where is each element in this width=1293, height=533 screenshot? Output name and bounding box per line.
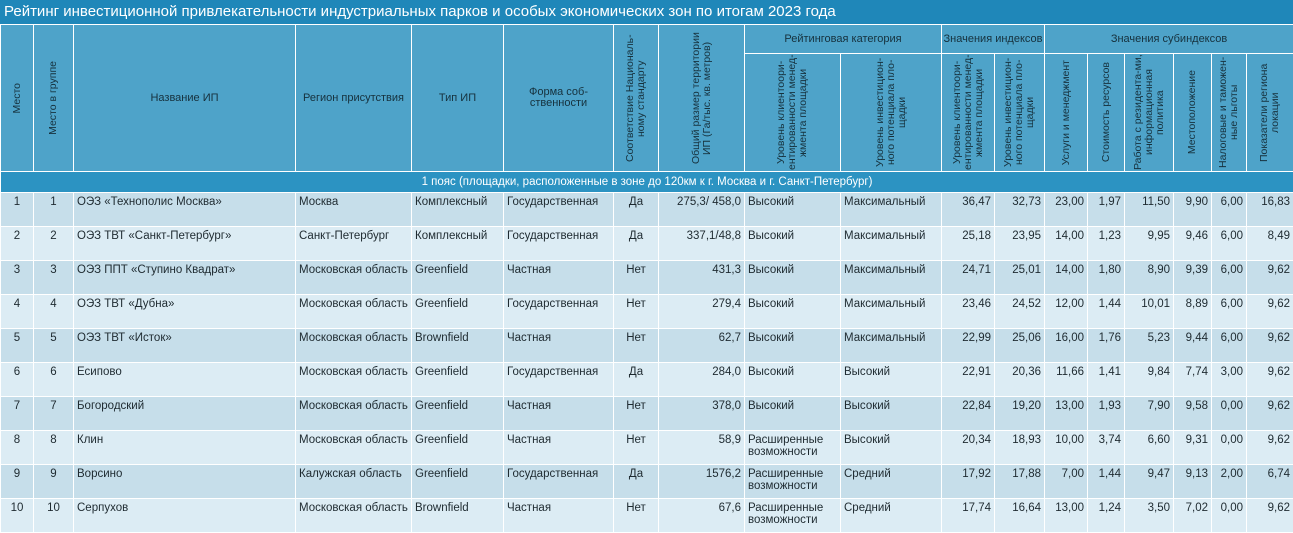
cell-sub-tax: 6,00: [1212, 295, 1247, 329]
header-type: Тип ИП: [412, 25, 504, 172]
cell-name: ОЭЗ ППТ «Ступино Квадрат»: [74, 261, 296, 295]
cell-area: 284,0: [659, 363, 745, 397]
cell-type: Greenfield: [412, 261, 504, 295]
cell-type: Brownfield: [412, 329, 504, 363]
cell-sub-services: 10,00: [1045, 431, 1088, 465]
cell-area: 431,3: [659, 261, 745, 295]
cell-rating-client: Высокий: [745, 397, 841, 431]
table-row: [1, 193, 1293, 227]
cell-area: 62,7: [659, 329, 745, 363]
cell-index-client: 22,91: [942, 363, 995, 397]
cell-rating-client: Высокий: [745, 329, 841, 363]
cell-region: Московская область: [296, 295, 412, 329]
cell-group-place: 8: [34, 431, 74, 465]
cell-type: Brownfield: [412, 499, 504, 533]
cell-name: Есипово: [74, 363, 296, 397]
table-row: [1, 227, 1293, 261]
cell-sub-residents: 11,50: [1125, 193, 1174, 227]
cell-region: Московская область: [296, 499, 412, 533]
cell-sub-tax: 0,00: [1212, 499, 1247, 533]
cell-sub-residents: 9,95: [1125, 227, 1174, 261]
table-row: [1, 295, 1293, 329]
cell-type: Greenfield: [412, 431, 504, 465]
cell-region: Санкт-Петербург: [296, 227, 412, 261]
cell-sub-location: 7,02: [1174, 499, 1212, 533]
cell-index-invest: 20,36: [995, 363, 1045, 397]
cell-sub-tax: 3,00: [1212, 363, 1247, 397]
cell-standard: Да: [614, 363, 659, 397]
cell-sub-residents: 9,47: [1125, 465, 1174, 499]
cell-index-client: 22,99: [942, 329, 995, 363]
cell-area: 67,6: [659, 499, 745, 533]
cell-ownership: Государственная: [504, 295, 614, 329]
cell-ownership: Частная: [504, 261, 614, 295]
cell-region: Московская область: [296, 329, 412, 363]
cell-index-client: 17,92: [942, 465, 995, 499]
cell-name: ОЭЗ ТВТ «Дубна»: [74, 295, 296, 329]
cell-sub-region: 9,62: [1247, 329, 1293, 363]
header-region: Регион присутствия: [296, 25, 412, 172]
table-row: [1, 329, 1293, 363]
cell-sub-region: 9,62: [1247, 261, 1293, 295]
cell-sub-residents: 5,23: [1125, 329, 1174, 363]
cell-group-place: 1: [34, 193, 74, 227]
rating-table: [0, 24, 1293, 533]
cell-ownership: Частная: [504, 397, 614, 431]
header-sub-location: Местоположение: [1174, 54, 1212, 172]
cell-ownership: Государственная: [504, 193, 614, 227]
cell-ownership: Государственная: [504, 227, 614, 261]
header-sub-residents: Работа с резидента-ми, информационная политика: [1125, 54, 1174, 172]
cell-ownership: Государственная: [504, 363, 614, 397]
cell-index-invest: 23,95: [995, 227, 1045, 261]
header-sub-cost: Стоимость ресурсов: [1088, 54, 1125, 172]
cell-place: 8: [1, 431, 34, 465]
cell-rating-client: Высокий: [745, 193, 841, 227]
cell-sub-location: 9,58: [1174, 397, 1212, 431]
cell-standard: Нет: [614, 431, 659, 465]
cell-rating-invest: Максимальный: [841, 227, 942, 261]
cell-sub-tax: 0,00: [1212, 431, 1247, 465]
cell-place: 2: [1, 227, 34, 261]
cell-index-client: 36,47: [942, 193, 995, 227]
cell-index-invest: 25,06: [995, 329, 1045, 363]
cell-group-place: 6: [34, 363, 74, 397]
header-ownership: Форма соб-ственности: [504, 25, 614, 172]
header-index-client: Уровень клиентоори-ентированности менед-жмента площадки: [942, 54, 995, 172]
cell-sub-region: 16,83: [1247, 193, 1293, 227]
cell-standard: Нет: [614, 329, 659, 363]
header-group-place: Место в группе: [34, 25, 74, 172]
cell-sub-location: 7,74: [1174, 363, 1212, 397]
cell-sub-cost: 1,23: [1088, 227, 1125, 261]
cell-sub-services: 16,00: [1045, 329, 1088, 363]
cell-rating-client: Расширенные возможности: [745, 499, 841, 533]
cell-name: Клин: [74, 431, 296, 465]
cell-sub-location: 9,90: [1174, 193, 1212, 227]
header-name: Название ИП: [74, 25, 296, 172]
cell-standard: Да: [614, 465, 659, 499]
header-place: Место: [1, 25, 34, 172]
cell-index-invest: 24,52: [995, 295, 1045, 329]
cell-rating-client: Расширенные возможности: [745, 465, 841, 499]
cell-sub-tax: 6,00: [1212, 329, 1247, 363]
cell-sub-region: 9,62: [1247, 431, 1293, 465]
cell-area: 279,4: [659, 295, 745, 329]
header-sub-services: Услуги и менеджмент: [1045, 54, 1088, 172]
belt-label: 1 пояс (площадки, расположенные в зоне до 120км к г. Москва и г. Санкт-Петербург): [1, 172, 1293, 193]
cell-area: 275,3/ 458,0: [659, 193, 745, 227]
cell-sub-tax: 6,00: [1212, 227, 1247, 261]
cell-region: Московская область: [296, 363, 412, 397]
header-rating-group: Рейтинговая категория: [745, 25, 942, 54]
cell-sub-services: 14,00: [1045, 227, 1088, 261]
cell-sub-location: 8,89: [1174, 295, 1212, 329]
cell-sub-tax: 6,00: [1212, 261, 1247, 295]
cell-region: Московская область: [296, 261, 412, 295]
cell-sub-location: 9,31: [1174, 431, 1212, 465]
cell-sub-cost: 3,74: [1088, 431, 1125, 465]
cell-name: Серпухов: [74, 499, 296, 533]
cell-rating-invest: Максимальный: [841, 193, 942, 227]
cell-index-invest: 19,20: [995, 397, 1045, 431]
cell-region: Московская область: [296, 431, 412, 465]
cell-group-place: 3: [34, 261, 74, 295]
header-standard: Соответствие Националь-ному стандарту: [614, 25, 659, 172]
cell-rating-invest: Высокий: [841, 363, 942, 397]
cell-sub-cost: 1,44: [1088, 465, 1125, 499]
cell-sub-services: 14,00: [1045, 261, 1088, 295]
cell-sub-cost: 1,76: [1088, 329, 1125, 363]
cell-type: Комплексный: [412, 227, 504, 261]
cell-index-client: 22,84: [942, 397, 995, 431]
cell-index-client: 23,46: [942, 295, 995, 329]
cell-rating-invest: Максимальный: [841, 329, 942, 363]
cell-type: Greenfield: [412, 397, 504, 431]
cell-place: 3: [1, 261, 34, 295]
cell-rating-invest: Максимальный: [841, 295, 942, 329]
cell-group-place: 9: [34, 465, 74, 499]
header-index-invest: Уровень инвестицион-ного потенциала пло-щадки: [995, 54, 1045, 172]
cell-sub-location: 9,39: [1174, 261, 1212, 295]
header-rating-client: Уровень клиентоори-ентированности менед-жмента площадки: [745, 54, 841, 172]
header-sub-tax: Налоговые и таможен-ные льготы: [1212, 54, 1247, 172]
cell-standard: Да: [614, 227, 659, 261]
cell-rating-invest: Высокий: [841, 431, 942, 465]
cell-sub-residents: 9,84: [1125, 363, 1174, 397]
cell-area: 337,1/48,8: [659, 227, 745, 261]
cell-rating-client: Высокий: [745, 295, 841, 329]
cell-region: Калужская область: [296, 465, 412, 499]
cell-ownership: Частная: [504, 431, 614, 465]
header-area: Общий размер территории ИП (Га/тыс. кв. метров): [659, 25, 745, 172]
cell-sub-cost: 1,80: [1088, 261, 1125, 295]
cell-group-place: 10: [34, 499, 74, 533]
cell-sub-residents: 10,01: [1125, 295, 1174, 329]
cell-area: 378,0: [659, 397, 745, 431]
cell-group-place: 5: [34, 329, 74, 363]
cell-sub-residents: 7,90: [1125, 397, 1174, 431]
cell-group-place: 7: [34, 397, 74, 431]
cell-index-client: 24,71: [942, 261, 995, 295]
cell-group-place: 2: [34, 227, 74, 261]
header-sub-region: Показатели региона локации: [1247, 54, 1293, 172]
cell-sub-residents: 6,60: [1125, 431, 1174, 465]
table-row: [1, 431, 1293, 465]
cell-index-client: 17,74: [942, 499, 995, 533]
cell-sub-cost: 1,24: [1088, 499, 1125, 533]
cell-sub-location: 9,13: [1174, 465, 1212, 499]
cell-rating-invest: Максимальный: [841, 261, 942, 295]
cell-region: Москва: [296, 193, 412, 227]
cell-name: ОЭЗ «Технополис Москва»: [74, 193, 296, 227]
cell-ownership: Государственная: [504, 465, 614, 499]
cell-area: 58,9: [659, 431, 745, 465]
cell-index-invest: 18,93: [995, 431, 1045, 465]
cell-name: Ворсино: [74, 465, 296, 499]
cell-ownership: Частная: [504, 329, 614, 363]
cell-standard: Нет: [614, 499, 659, 533]
cell-rating-client: Высокий: [745, 261, 841, 295]
table-row: [1, 261, 1293, 295]
cell-index-client: 20,34: [942, 431, 995, 465]
cell-sub-region: 6,74: [1247, 465, 1293, 499]
table-row: [1, 465, 1293, 499]
cell-name: ОЭЗ ТВТ «Исток»: [74, 329, 296, 363]
cell-sub-tax: 6,00: [1212, 193, 1247, 227]
cell-rating-invest: Средний: [841, 499, 942, 533]
cell-rating-client: Высокий: [745, 363, 841, 397]
cell-place: 7: [1, 397, 34, 431]
cell-standard: Нет: [614, 295, 659, 329]
cell-rating-invest: Высокий: [841, 397, 942, 431]
cell-index-invest: 25,01: [995, 261, 1045, 295]
cell-standard: Нет: [614, 397, 659, 431]
cell-name: ОЭЗ ТВТ «Санкт-Петербург»: [74, 227, 296, 261]
table-title: Рейтинг инвестиционной привлекательности индустриальных парков и особых экономических зон по итогам 2023 года: [0, 0, 1293, 24]
cell-standard: Да: [614, 193, 659, 227]
table-row: [1, 499, 1293, 533]
cell-sub-residents: 3,50: [1125, 499, 1174, 533]
table-row: [1, 363, 1293, 397]
header-index-group: Значения индексов: [942, 25, 1045, 54]
cell-place: 1: [1, 193, 34, 227]
cell-ownership: Частная: [504, 499, 614, 533]
cell-type: Greenfield: [412, 295, 504, 329]
cell-place: 6: [1, 363, 34, 397]
cell-standard: Нет: [614, 261, 659, 295]
cell-type: Greenfield: [412, 363, 504, 397]
cell-sub-tax: 0,00: [1212, 397, 1247, 431]
cell-place: 9: [1, 465, 34, 499]
cell-index-invest: 17,88: [995, 465, 1045, 499]
cell-index-invest: 32,73: [995, 193, 1045, 227]
cell-rating-client: Расширенные возможности: [745, 431, 841, 465]
cell-sub-services: 23,00: [1045, 193, 1088, 227]
cell-sub-residents: 8,90: [1125, 261, 1174, 295]
cell-name: Богородский: [74, 397, 296, 431]
cell-index-client: 25,18: [942, 227, 995, 261]
cell-type: Greenfield: [412, 465, 504, 499]
cell-sub-cost: 1,44: [1088, 295, 1125, 329]
cell-sub-cost: 1,97: [1088, 193, 1125, 227]
cell-sub-region: 8,49: [1247, 227, 1293, 261]
cell-sub-region: 9,62: [1247, 295, 1293, 329]
cell-region: Московская область: [296, 397, 412, 431]
cell-sub-services: 11,66: [1045, 363, 1088, 397]
header-subindex-group: Значения субиндексов: [1045, 25, 1293, 54]
table-row: [1, 397, 1293, 431]
cell-sub-cost: 1,93: [1088, 397, 1125, 431]
cell-sub-region: 9,62: [1247, 397, 1293, 431]
cell-sub-services: 13,00: [1045, 499, 1088, 533]
cell-sub-region: 9,62: [1247, 363, 1293, 397]
cell-sub-services: 7,00: [1045, 465, 1088, 499]
cell-sub-cost: 1,41: [1088, 363, 1125, 397]
cell-sub-location: 9,44: [1174, 329, 1212, 363]
cell-group-place: 4: [34, 295, 74, 329]
cell-index-invest: 16,64: [995, 499, 1045, 533]
cell-rating-client: Высокий: [745, 227, 841, 261]
header-rating-invest: Уровень инвестицион-ного потенциала пло-щадки: [841, 54, 942, 172]
cell-sub-services: 12,00: [1045, 295, 1088, 329]
cell-sub-tax: 2,00: [1212, 465, 1247, 499]
cell-sub-services: 13,00: [1045, 397, 1088, 431]
cell-place: 4: [1, 295, 34, 329]
cell-rating-invest: Средний: [841, 465, 942, 499]
cell-type: Комплексный: [412, 193, 504, 227]
cell-place: 5: [1, 329, 34, 363]
cell-area: 1576,2: [659, 465, 745, 499]
cell-sub-location: 9,46: [1174, 227, 1212, 261]
cell-place: 10: [1, 499, 34, 533]
cell-sub-region: 9,62: [1247, 499, 1293, 533]
